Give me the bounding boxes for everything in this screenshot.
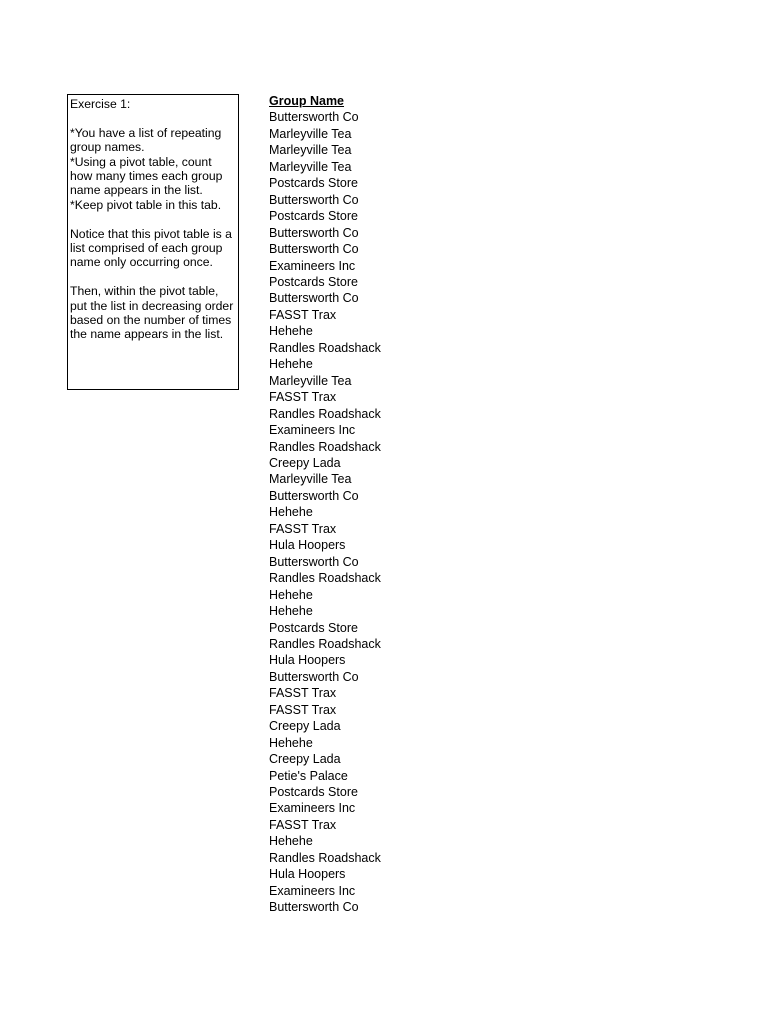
group-name-cell: Hula Hoopers: [269, 538, 346, 553]
group-name-cell: Randles Roadshack: [269, 340, 381, 355]
group-name-cell: Buttersworth Co: [269, 242, 359, 257]
group-name-cell: Buttersworth Co: [269, 110, 359, 125]
group-name-cell: Hehehe: [269, 505, 313, 520]
group-name-cell: Randles Roadshack: [269, 406, 381, 421]
instruction-line: put the list in decreasing order: [70, 298, 234, 313]
group-name-cell: Buttersworth Co: [269, 225, 359, 240]
group-name-cell: FASST Trax: [269, 307, 337, 322]
group-name-cell: Buttersworth Co: [269, 291, 359, 306]
instruction-line: the name appears in the list.: [70, 327, 224, 342]
group-name-cell: Hehehe: [269, 324, 313, 339]
instruction-line: how many times each group: [70, 169, 223, 184]
instruction-line: *Keep pivot table in this tab.: [70, 197, 222, 212]
group-name-cell: Postcards Store: [269, 209, 358, 224]
group-name-cell: Creepy Lada: [269, 455, 341, 470]
group-name-cell: Marleyville Tea: [269, 143, 352, 158]
group-name-cell: Hehehe: [269, 735, 313, 750]
group-name-cell: Buttersworth Co: [269, 488, 359, 503]
group-name-cell: Examineers Inc: [269, 258, 356, 273]
group-name-cell: Marleyville Tea: [269, 159, 352, 174]
instruction-line: group names.: [70, 140, 145, 155]
group-name-cell: Marleyville Tea: [269, 373, 352, 388]
group-name-cell: Marleyville Tea: [269, 472, 352, 487]
group-name-cell: Examineers Inc: [269, 423, 356, 438]
instruction-box: [67, 94, 239, 390]
group-name-cell: FASST Trax: [269, 390, 337, 405]
instruction-line: *You have a list of repeating: [70, 125, 222, 140]
instruction-line: Exercise 1:: [70, 97, 131, 111]
group-name-cell: FASST Trax: [269, 521, 337, 536]
group-name-cell: Postcards Store: [269, 176, 358, 191]
group-name-cell: FASST Trax: [269, 686, 337, 701]
group-name-cell: Randles Roadshack: [269, 439, 381, 454]
group-name-cell: Hula Hoopers: [269, 653, 346, 668]
instruction-line: list comprised of each group: [70, 241, 223, 256]
group-name-cell: Randles Roadshack: [269, 571, 381, 586]
group-name-cell: Creepy Lada: [269, 719, 341, 734]
group-name-cell: Postcards Store: [269, 274, 358, 289]
instruction-line: Notice that this pivot table is a: [70, 226, 232, 241]
instruction-line: based on the number of times: [70, 313, 232, 328]
group-name-list: [269, 93, 381, 916]
instruction-line: name only occurring once.: [70, 255, 213, 270]
instruction-line: *Using a pivot table, count: [70, 154, 212, 169]
group-name-cell: FASST Trax: [269, 817, 337, 832]
group-name-cell: Petie's Palace: [269, 768, 348, 783]
instruction-line: [70, 270, 238, 284]
group-name-cell: Marleyville Tea: [269, 126, 352, 141]
group-name-cell: Examineers Inc: [269, 801, 356, 816]
group-name-cell: Hehehe: [269, 834, 313, 849]
instruction-line: [70, 111, 238, 125]
group-name-header: Group Name: [269, 94, 345, 108]
instruction-line: name appears in the list.: [70, 183, 203, 198]
group-name-cell: Buttersworth Co: [269, 554, 359, 569]
group-name-cell: FASST Trax: [269, 702, 337, 717]
group-name-cell: Randles Roadshack: [269, 850, 381, 865]
group-name-cell: Postcards Store: [269, 785, 358, 800]
group-name-cell: Randles Roadshack: [269, 636, 381, 651]
group-name-cell: Buttersworth Co: [269, 669, 359, 684]
group-name-cell: Buttersworth Co: [269, 192, 359, 207]
group-name-cell: Examineers Inc: [269, 883, 356, 898]
instruction-line: Then, within the pivot table,: [70, 284, 219, 299]
group-name-cell: Hehehe: [269, 357, 313, 372]
group-name-cell: Postcards Store: [269, 620, 358, 635]
group-name-items: [269, 109, 381, 915]
group-name-cell: Hehehe: [269, 587, 313, 602]
instruction-line: [70, 212, 238, 226]
group-name-cell: Hehehe: [269, 604, 313, 619]
group-name-cell: Hula Hoopers: [269, 867, 346, 882]
group-name-cell: Buttersworth Co: [269, 900, 359, 915]
group-name-cell: Creepy Lada: [269, 752, 341, 767]
